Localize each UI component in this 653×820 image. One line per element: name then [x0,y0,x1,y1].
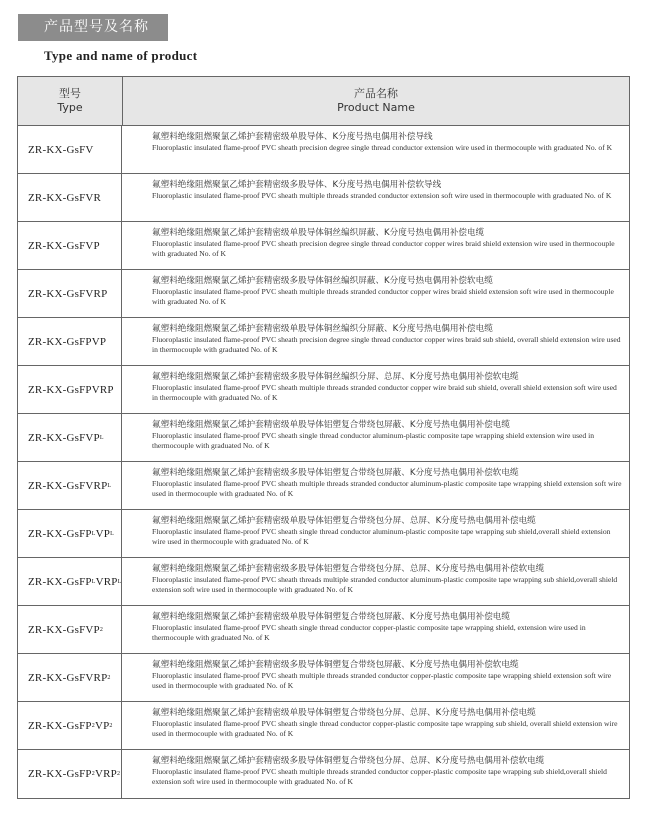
table-row [18,558,629,606]
description-en: Fluoroplastic insulated flame-proof PVC sheath multiple threads stranded conductor copper wire braid sub shield, overall shield extension soft wire used in thermocouple with graduated No. of K [152,383,617,403]
model-code: VRP [94,768,117,780]
description-cn: 氟塑料绝缘阻燃聚氯乙烯护套精密级单股导体铝塑复合带绕包屏蔽、K分度号热电偶用补偿电缆 [152,420,510,430]
model-cell [18,606,122,653]
model-code: ZR-KX-GsFP [28,719,92,732]
product-table [17,76,630,799]
description-cn: 氟塑料绝缘阻燃聚氯乙烯护套精密级单股导体、K分度号热电偶用补偿导线 [152,132,433,142]
header-name-cell [123,77,629,125]
table-row [18,702,629,750]
description-en: Fluoroplastic insulated flame-proof PVC sheath precision degree single thread conductor extension wire used in thermocouple with graduated No. of K [152,143,613,152]
section-title-tab [18,14,168,41]
model-code: ZR-KX-GsFVRP [28,479,108,492]
table-row [18,750,629,798]
model-subscript: 2 [91,771,95,777]
model-code: ZR-KX-GsFVP [28,623,100,636]
model-subscript: 2 [116,771,121,777]
description-cn: 氟塑料绝缘阻燃聚氯乙烯护套精密级多股导体铜塑复合带绕包分屏、总屏、K分度号热电偶用补偿软电缆 [152,756,545,766]
section-title-cn: 产品型号及名称 [44,19,149,35]
model-code: VRP [95,575,118,588]
table-body [18,126,629,798]
model-cell [18,750,122,798]
model-code: ZR-KX-GsFP [28,527,92,540]
model-subscript: L [117,578,122,585]
model-code: ZR-KX-GsFVP [28,431,100,444]
model-subscript: 2 [109,722,113,729]
model-subscript: L [110,530,114,537]
table-header [18,77,629,126]
model-subscript: L [91,530,96,537]
model-cell [18,174,122,221]
description-en: Fluoroplastic insulated flame-proof PVC sheath multiple threads stranded conductor aluminum-plastic composite tape wrapping shield extension soft wire used in thermocouple with graduated No. of K [152,479,622,499]
description-en: Fluoroplastic insulated flame-proof PVC sheath precision degree single thread conductor copper wires braid sub shield, overall shield extension wire used in thermocouple with graduated No. of K [152,335,621,355]
description-cn: 氟塑料绝缘阻燃聚氯乙烯护套精密级多股导体铝塑复合带绕包分屏、总屏、K分度号热电偶用补偿软电缆 [152,564,545,574]
description-cn: 氟塑料绝缘阻燃聚氯乙烯护套精密级多股导体铝塑复合带绕包屏蔽、K分度号热电偶用补偿软电缆 [152,468,519,478]
description-cn: 氟塑料绝缘阻燃聚氯乙烯护套精密级多股导体铜丝编织分屏、总屏、K分度号热电偶用补偿软电缆 [152,372,519,382]
description-cn: 氟塑料绝缘阻燃聚氯乙烯护套精密级单股导体铝塑复合带绕包分屏、总屏、K分度号热电偶用补偿电缆 [152,516,536,526]
header-name-cn: 产品名称 [354,87,398,100]
description-cn: 氟塑料绝缘阻燃聚氯乙烯护套精密级单股导体铜塑复合带绕包分屏、总屏、K分度号热电偶用补偿电缆 [152,708,536,718]
section-title-en: Type and name of product [44,48,198,63]
model-code: ZR-KX-GsFP [28,768,92,780]
table-row [18,606,629,654]
model-cell [18,558,122,605]
description-cell [122,366,629,413]
description-en: Fluoroplastic insulated flame-proof PVC sheath single thread conductor copper-plastic composite tape wrapping shield, extension wire used in thermocouple with graduated No. of K [152,623,586,643]
table-row [18,654,629,702]
header-model-cell [18,77,123,125]
model-code: VP [94,719,110,732]
description-cell [122,510,629,557]
table-row [18,318,629,366]
table-row [18,270,629,318]
description-cell [122,126,629,173]
description-en: Fluoroplastic insulated flame-proof PVC sheath single thread conductor aluminum-plastic composite tape wrapping sub shield,overall shield extension wire used in thermocouple with graduated No. of K [152,527,611,547]
description-en: Fluoroplastic insulated flame-proof PVC sheath single thread conductor aluminum-plastic composite tape wrapping shield extension wire used in thermocouple with graduated No. of K [152,431,595,451]
table-row [18,462,629,510]
description-cell [122,222,629,269]
header-name-en: Product Name [337,101,415,114]
model-cell [18,510,122,557]
model-cell [18,126,122,173]
table-row [18,174,629,222]
description-en: Fluoroplastic insulated flame-proof PVC sheath single thread conductor copper-plastic composite tape wrapping sub shield, overall shield extension wire used in thermocouple with graduated No. of K [152,719,618,739]
description-cn: 氟塑料绝缘阻燃聚氯乙烯护套精密级多股导体铜塑复合带绕包屏蔽、K分度号热电偶用补偿软电缆 [152,660,519,670]
description-cn: 氟塑料绝缘阻燃聚氯乙烯护套精密级单股导体铜丝编织分屏蔽、K分度号热电偶用补偿电缆 [152,324,493,334]
model-cell [18,414,122,461]
description-cell [122,174,629,221]
model-cell [18,462,122,509]
model-cell [18,366,122,413]
model-subscript: 2 [91,722,95,729]
description-cell [122,462,629,509]
description-cell [122,654,629,701]
description-cn: 氟塑料绝缘阻燃聚氯乙烯护套精密级多股导体、K分度号热电偶用补偿软导线 [152,180,442,190]
description-cn: 氟塑料绝缘阻燃聚氯乙烯护套精密级多股导体铜丝编织屏蔽、K分度号热电偶用补偿软电缆 [152,276,493,286]
description-cn: 氟塑料绝缘阻燃聚氯乙烯护套精密级单股导体铜丝编织屏蔽、K分度号热电偶用补偿电缆 [152,228,485,238]
description-cell [122,750,629,798]
description-cell [122,414,629,461]
table-row [18,414,629,462]
table-row [18,126,629,174]
description-cell [122,318,629,365]
model-subscript: 2 [99,626,104,633]
description-cn: 氟塑料绝缘阻燃聚氯乙烯护套精密级单股导体铜塑复合带绕包屏蔽、K分度号热电偶用补偿电缆 [152,612,510,622]
model-subscript: L [99,434,104,441]
model-cell [18,222,122,269]
model-code: ZR-KX-GsFVRP [28,287,108,300]
description-cell [122,558,629,605]
table-row [18,510,629,558]
description-cell [122,270,629,317]
description-cell [122,702,629,749]
model-cell [18,318,122,365]
table-row [18,366,629,414]
description-en: Fluoroplastic insulated flame-proof PVC sheath multiple threads stranded conductor copper-plastic composite tape wrapping shield extension soft wire used in thermocouple with graduated No. of K [152,671,612,691]
model-subscript: L [107,482,112,489]
model-code: ZR-KX-GsFP [28,575,92,588]
model-subscript: 2 [107,674,111,681]
model-code: ZR-KX-GsFPVP [28,335,107,348]
model-cell [18,270,122,317]
model-cell [18,654,122,701]
model-code: ZR-KX-GsFVP [28,239,100,252]
description-en: Fluoroplastic insulated flame-proof PVC sheath multiple threads stranded conductor copper wires braid shield extension soft wire used in thermocouple with graduated No. of K [152,287,614,307]
description-en: Fluoroplastic insulated flame-proof PVC sheath multiple threads stranded conductor extension soft wire used in thermocouple with graduated No. of K [152,191,612,200]
model-cell [18,702,122,749]
model-subscript: L [91,578,96,585]
description-cell [122,606,629,653]
model-code: ZR-KX-GsFVR [28,191,102,204]
description-en: Fluoroplastic insulated flame-proof PVC sheath multiple threads stranded conductor copper-plastic composite tape wrapping sub shield,overall shield extension soft wire used in thermocouple with graduated No. of K [152,767,607,787]
table-row [18,222,629,270]
header-model-cn: 型号 [59,87,81,100]
model-code: ZR-KX-GsFPVRP [28,383,114,396]
header-model-en: Type [57,101,83,114]
model-code: ZR-KX-GsFVRP [28,671,108,684]
model-code: VP [95,527,111,540]
model-code: ZR-KX-GsFV [28,143,94,156]
description-en: Fluoroplastic insulated flame-proof PVC sheath threads multiple stranded conductor aluminum-plastic composite tape wrapping sub shield,overall shield extension soft wire used in thermocouple with graduated No. of K [152,575,618,595]
description-en: Fluoroplastic insulated flame-proof PVC sheath precision degree single thread conductor copper wires braid shield extension wire used in thermocouple with graduated No. of K [152,239,615,259]
